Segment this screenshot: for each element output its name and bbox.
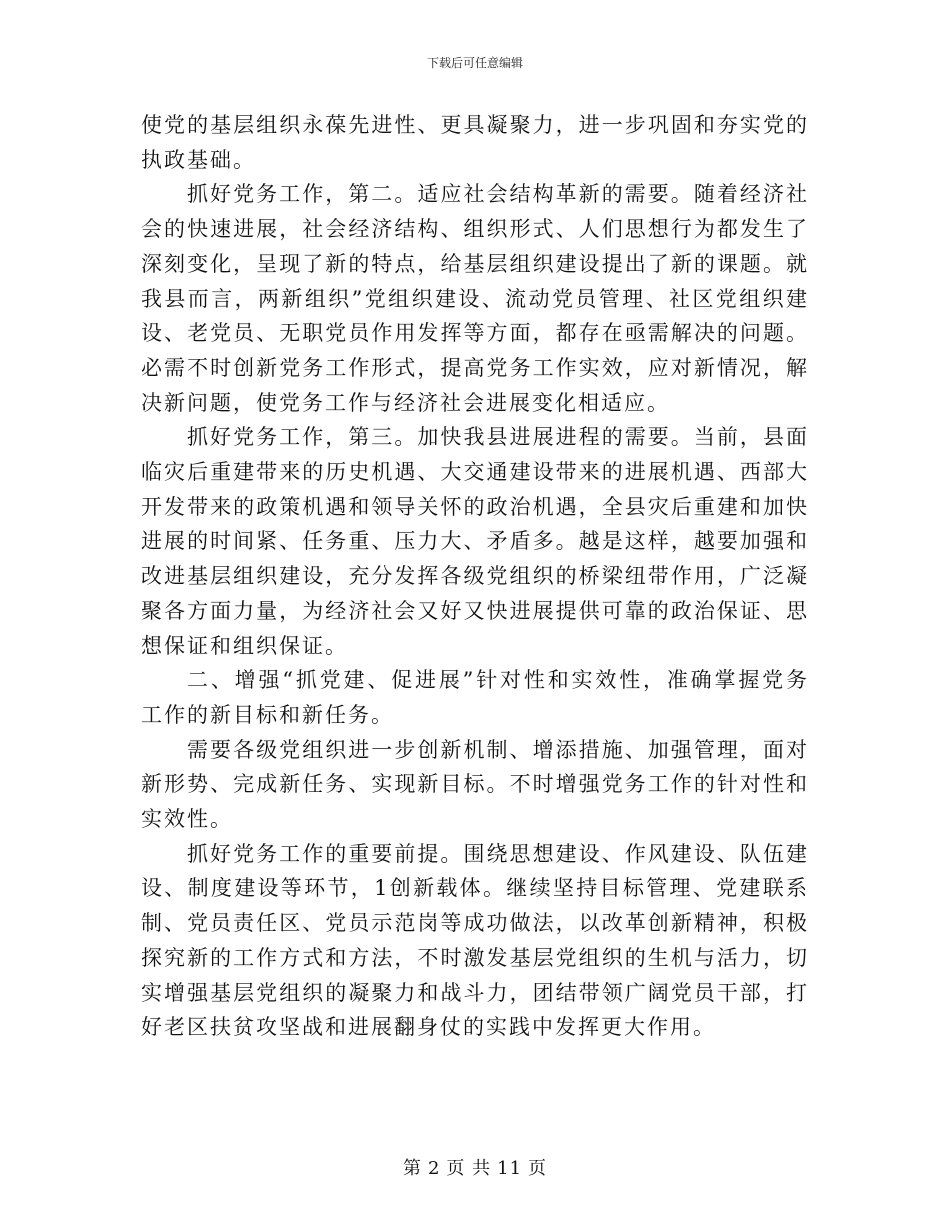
paragraph-5: 抓好党务工作的重要前提。围绕思想建设、作风建设、队伍建设、制度建设等环节，1创新载体。继续坚持目标管理、党建联系制、党员责任区、党员示范岗等成功做法，以改革创新精神，积极探究新的工作方式和方法，不时激发基层党组织的生机与活力，切实增强基层党组织的凝聚力和战斗力，团结带领广阔党员干部，打好老区扶贫攻坚战和进展翻身仗的实践中发挥更大作用。	[141, 841, 809, 1040]
section-heading-2: 二、增强“抓党建、促进展”针对性和实效性，准确掌握党务工作的新目标和新任务。	[141, 668, 809, 727]
paragraph-2: 抓好党务工作，第二。适应社会结构革新的需要。随着经济社会的快速进展，社会经济结构、组织形式、人们思想行为都发生了深刻变化，呈现了新的特点，给基层组织建设提出了新的课题。就我县而言，两新组织”党组织建设、流动党员管理、社区党组织建设、老党员、无职党员作用发挥等方面，都存在亟需解决的问题。必需不时创新党务工作形式，提高党务工作实效，应对新情况，解决新问题，使党务工作与经济社会进展变化相适应。	[141, 182, 809, 415]
page-footer	[0, 1154, 950, 1180]
document-body	[141, 108, 809, 1045]
page-header: 下载后可任意编辑	[426, 56, 523, 70]
footer-page-number: 2	[427, 1158, 441, 1179]
footer-total-pages: 11	[497, 1158, 523, 1179]
paragraph-4: 需要各级党组织进一步创新机制、增添措施、加强管理，面对新形势、完成新任务、实现新目标。不时增强党务工作的针对性和实效性。	[141, 737, 809, 832]
paragraph-3: 抓好党务工作，第三。加快我县进展进程的需要。当前，县面临灾后重建带来的历史机遇、大交通建设带来的进展机遇、西部大开发带来的政策机遇和领导关怀的政治机遇，全县灾后重建和加快进展的时间紧、任务重、压力大、矛盾多。越是这样，越要加强和改进基层组织建设，充分发挥各级党组织的桥梁纽带作用，广泛凝聚各方面力量，为经济社会又好又快进展提供可靠的政治保证、思想保证和组织保证。	[141, 425, 809, 658]
footer-middle: 页 共	[446, 1158, 492, 1179]
footer-suffix: 页	[528, 1158, 548, 1179]
paragraph-1: 使党的基层组织永葆先进性、更具凝聚力，进一步巩固和夯实党的执政基础。	[141, 113, 809, 172]
footer-prefix: 第	[402, 1158, 422, 1179]
